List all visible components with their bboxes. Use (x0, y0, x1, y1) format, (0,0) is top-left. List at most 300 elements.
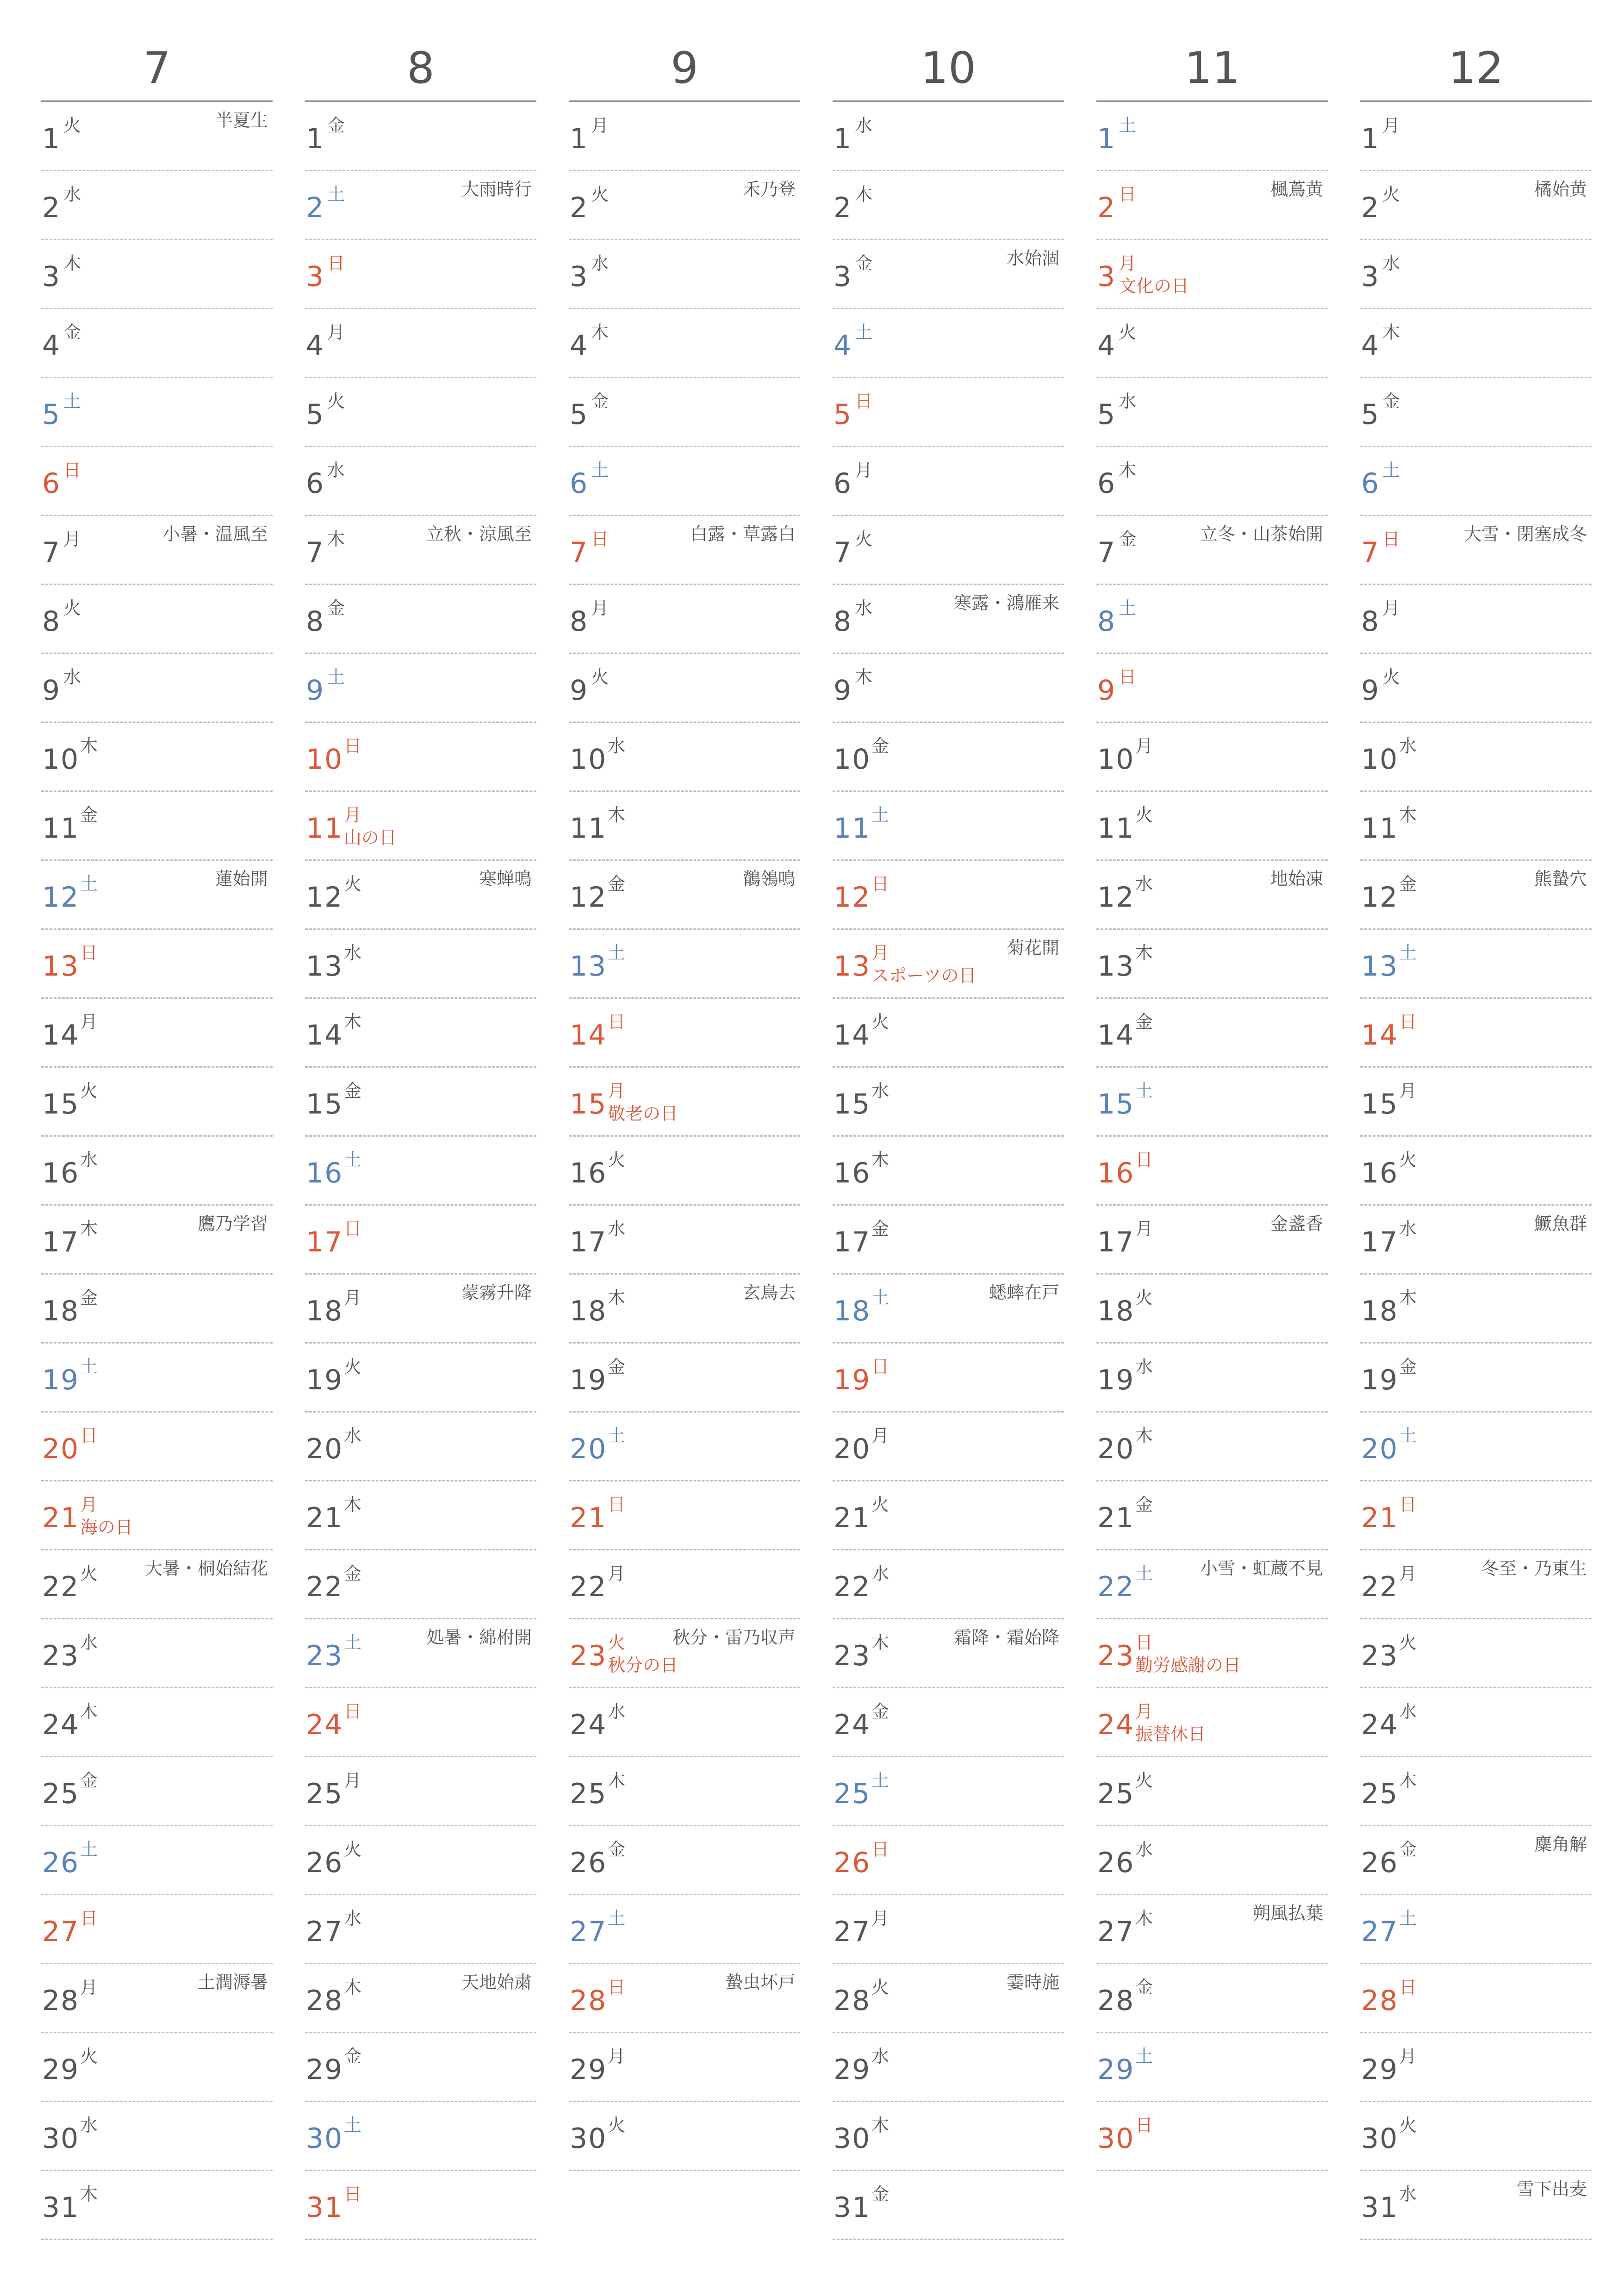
day-row (833, 1412, 1064, 1481)
weekday-label: 日 (344, 1219, 362, 1239)
weekday-label: 木 (344, 1012, 362, 1032)
day-number: 2 (1361, 192, 1380, 224)
holiday-name: スポーツの日 (871, 965, 977, 986)
day-row (569, 723, 800, 792)
day-number: 7 (570, 536, 589, 569)
weekday-label: 月 (1382, 598, 1400, 618)
day-number: 27 (834, 1916, 871, 1948)
day-row (833, 1344, 1064, 1412)
weekday-label: 日 (1399, 1012, 1417, 1032)
day-number: 24 (1097, 1709, 1135, 1741)
weekday-label: 金 (591, 391, 609, 411)
weekday-label: 木 (80, 736, 98, 756)
day-row (569, 171, 800, 240)
weekday-label: 火 (871, 1012, 890, 1032)
day-number: 26 (1361, 1847, 1399, 1879)
month-column (305, 36, 536, 2240)
weekday-label: 水 (1135, 874, 1153, 894)
day-row (569, 447, 800, 516)
day-number: 4 (570, 330, 589, 362)
weekday-label: 月 (855, 460, 873, 480)
day-number: 28 (834, 1985, 871, 2017)
day-row (41, 447, 273, 516)
day-row (833, 723, 1064, 792)
day-number: 27 (570, 1916, 607, 1948)
day-row (41, 1688, 273, 1757)
day-row (305, 1344, 536, 1412)
day-number: 4 (1361, 330, 1380, 362)
day-row (833, 1895, 1064, 1964)
day-row (41, 1481, 273, 1550)
day-number: 8 (42, 605, 61, 638)
day-number: 25 (1097, 1778, 1135, 1810)
weekday-label: 月 (871, 943, 890, 963)
day-row (41, 1137, 273, 1206)
day-number: 25 (1361, 1778, 1399, 1810)
day-row (569, 378, 800, 447)
day-row (305, 102, 536, 171)
day-row (1360, 309, 1592, 378)
day-number: 26 (42, 1847, 80, 1879)
day-number: 26 (834, 1847, 871, 1879)
day-number: 6 (1361, 467, 1380, 500)
weekday-label: 水 (608, 1219, 626, 1239)
day-row (833, 2033, 1064, 2102)
day-number: 3 (306, 261, 325, 293)
weekday-label: 火 (80, 2046, 98, 2066)
seasonal-term: 秋分・雷乃収声 (672, 1627, 796, 1648)
day-number: 23 (834, 1640, 871, 1672)
seasonal-term: 寒蝉鳴 (479, 869, 532, 889)
day-row (1360, 2033, 1592, 2102)
day-number: 28 (306, 1985, 343, 2017)
weekday-label: 土 (1135, 2046, 1153, 2066)
day-row (1360, 102, 1592, 171)
day-row (833, 309, 1064, 378)
day-row (569, 240, 800, 309)
day-row (305, 2033, 536, 2102)
day-number: 21 (1361, 1502, 1399, 1534)
day-row (1096, 1206, 1328, 1275)
day-number: 15 (306, 1088, 343, 1120)
day-row (1096, 1895, 1328, 1964)
day-number: 30 (1097, 2122, 1135, 2155)
day-number: 10 (570, 743, 607, 776)
weekday-label: 金 (1399, 1839, 1417, 1860)
weekday-label: 木 (80, 1701, 98, 1722)
day-number: 5 (42, 398, 61, 431)
weekday-label: 火 (1399, 1632, 1417, 1653)
day-number: 29 (1097, 2053, 1135, 2086)
seasonal-term: 蒙霧升降 (461, 1282, 532, 1303)
day-row (1360, 654, 1592, 723)
day-row (1096, 378, 1328, 447)
day-row (833, 861, 1064, 930)
day-number: 8 (1361, 605, 1380, 638)
day-row (41, 792, 273, 861)
day-row (305, 309, 536, 378)
day-row (41, 1412, 273, 1481)
seasonal-term: 鱖魚群 (1534, 1213, 1587, 1234)
day-row (833, 171, 1064, 240)
day-row (41, 1826, 273, 1895)
day-number: 20 (306, 1433, 343, 1465)
weekday-label: 日 (1119, 667, 1137, 687)
holiday-name: 秋分の日 (608, 1655, 678, 1675)
day-number: 12 (1361, 881, 1399, 914)
weekday-label: 月 (344, 1288, 362, 1308)
weekday-label: 月 (1399, 2046, 1417, 2066)
weekday-label: 火 (1135, 805, 1153, 825)
seasonal-term: 蓮始開 (215, 869, 268, 889)
weekday-label: 木 (855, 667, 873, 687)
weekday-label: 日 (608, 1977, 626, 1997)
weekday-label: 日 (1119, 184, 1137, 205)
weekday-label: 土 (608, 1908, 626, 1929)
day-row (569, 1757, 800, 1826)
day-row (833, 1206, 1064, 1275)
weekday-label: 日 (1135, 1150, 1153, 1170)
holiday-name: 海の日 (80, 1517, 133, 1537)
weekday-label: 日 (1135, 2115, 1153, 2135)
day-row (305, 1619, 536, 1688)
day-row (569, 1206, 800, 1275)
day-number: 28 (570, 1985, 607, 2017)
weekday-label: 金 (344, 1563, 362, 1584)
day-number: 17 (834, 1226, 871, 1258)
day-number: 4 (306, 330, 325, 362)
day-number: 10 (834, 743, 871, 776)
day-row (1096, 516, 1328, 585)
day-row (305, 1068, 536, 1137)
day-number: 20 (42, 1433, 80, 1465)
day-row (1096, 1481, 1328, 1550)
weekday-label: 火 (608, 2115, 626, 2135)
day-number: 18 (1097, 1295, 1135, 1327)
day-row (305, 1826, 536, 1895)
weekday-label: 日 (1399, 1977, 1417, 1997)
weekday-label: 水 (1399, 2184, 1417, 2204)
day-number: 12 (834, 881, 871, 914)
day-number: 6 (834, 467, 852, 500)
day-row (569, 1412, 800, 1481)
day-number: 11 (1097, 812, 1135, 845)
day-row (41, 378, 273, 447)
day-number: 29 (306, 2053, 343, 2086)
day-row (1360, 999, 1592, 1068)
day-row (1096, 723, 1328, 792)
day-row (569, 102, 800, 171)
day-row (833, 999, 1064, 1068)
weekday-label: 木 (1399, 1288, 1417, 1308)
day-row (833, 792, 1064, 861)
holiday-name: 山の日 (344, 828, 397, 848)
weekday-label: 火 (855, 529, 873, 549)
day-number: 6 (1097, 467, 1116, 500)
day-row (305, 1757, 536, 1826)
day-row (305, 654, 536, 723)
seasonal-term: 立秋・涼風至 (426, 524, 532, 544)
day-number: 30 (834, 2122, 871, 2155)
month-column (833, 36, 1064, 2240)
day-number: 28 (1361, 1985, 1399, 2017)
day-number: 30 (306, 2122, 343, 2155)
day-row (305, 1964, 536, 2033)
day-row (305, 447, 536, 516)
weekday-label: 金 (871, 2184, 890, 2204)
weekday-label: 水 (344, 1425, 362, 1446)
day-number: 25 (570, 1778, 607, 1810)
day-row (569, 1137, 800, 1206)
day-row (833, 1688, 1064, 1757)
day-number: 5 (1097, 398, 1116, 431)
day-number: 19 (1361, 1364, 1399, 1396)
day-row (1096, 792, 1328, 861)
day-row (305, 792, 536, 861)
day-row (305, 1481, 536, 1550)
day-number: 29 (42, 2053, 80, 2086)
weekday-label: 水 (591, 253, 609, 274)
weekday-label: 月 (1399, 1563, 1417, 1584)
weekday-label: 火 (344, 1356, 362, 1377)
weekday-label: 木 (1135, 1425, 1153, 1446)
seasonal-term: 大雨時行 (461, 179, 532, 199)
weekday-label: 金 (608, 1839, 626, 1860)
weekday-label: 金 (1135, 1012, 1153, 1032)
weekday-label: 土 (1399, 943, 1417, 963)
day-row (41, 309, 273, 378)
day-number: 16 (306, 1157, 343, 1189)
day-row (569, 930, 800, 999)
month-label: 11 (1096, 36, 1328, 102)
day-row (305, 585, 536, 654)
day-number: 17 (1097, 1226, 1135, 1258)
day-row (1360, 1688, 1592, 1757)
weekday-label: 火 (1382, 184, 1400, 205)
weekday-label: 木 (63, 253, 81, 274)
day-number: 6 (570, 467, 589, 500)
seasonal-term: 半夏生 (215, 110, 268, 131)
day-row (833, 1275, 1064, 1344)
day-number: 18 (306, 1295, 343, 1327)
weekday-label: 土 (1119, 598, 1137, 618)
seasonal-term: 熊蟄穴 (1534, 869, 1587, 889)
weekday-label: 月 (80, 1977, 98, 1997)
day-number: 23 (1097, 1640, 1135, 1672)
weekday-label: 月 (63, 529, 81, 549)
weekday-label: 火 (1382, 667, 1400, 687)
weekday-label: 金 (80, 805, 98, 825)
day-row (41, 1206, 273, 1275)
weekday-label: 水 (80, 2115, 98, 2135)
day-row (305, 240, 536, 309)
day-row (569, 1964, 800, 2033)
day-number: 12 (42, 881, 80, 914)
day-number: 8 (834, 605, 852, 638)
day-number: 20 (570, 1433, 607, 1465)
weekday-label: 土 (63, 391, 81, 411)
day-number: 11 (1361, 812, 1399, 845)
month-column (1360, 36, 1592, 2240)
weekday-label: 火 (608, 1632, 626, 1653)
weekday-label: 月 (1135, 736, 1153, 756)
day-row (305, 1412, 536, 1481)
weekday-label: 月 (1399, 1081, 1417, 1101)
day-number: 26 (1097, 1847, 1135, 1879)
weekday-label: 木 (871, 1150, 890, 1170)
day-row (833, 585, 1064, 654)
day-row (41, 861, 273, 930)
weekday-label: 土 (1382, 460, 1400, 480)
seasonal-term: 処暑・綿柎開 (426, 1627, 532, 1648)
day-number: 31 (42, 2191, 80, 2224)
day-number: 14 (1097, 1019, 1135, 1052)
day-row (1360, 1481, 1592, 1550)
day-row (41, 2102, 273, 2171)
day-number: 15 (1361, 1088, 1399, 1120)
weekday-label: 土 (608, 943, 626, 963)
day-number: 7 (42, 536, 61, 569)
weekday-label: 木 (608, 805, 626, 825)
seasonal-term: 寒露・鴻雁来 (953, 593, 1059, 613)
weekday-label: 土 (855, 322, 873, 342)
weekday-label: 木 (1135, 1908, 1153, 1929)
seasonal-term: 禾乃登 (742, 179, 796, 199)
month-label: 12 (1360, 36, 1592, 102)
weekday-label: 水 (871, 2046, 890, 2066)
day-row (1096, 1068, 1328, 1137)
day-number: 14 (1361, 1019, 1399, 1052)
day-number: 31 (306, 2191, 343, 2224)
weekday-label: 月 (591, 115, 609, 136)
weekday-label: 日 (327, 253, 345, 274)
day-number: 18 (42, 1295, 80, 1327)
weekday-label: 月 (591, 598, 609, 618)
weekday-label: 土 (1399, 1908, 1417, 1929)
weekday-label: 火 (63, 598, 81, 618)
day-number: 16 (1361, 1157, 1399, 1189)
day-row (41, 1068, 273, 1137)
day-number: 8 (1097, 605, 1116, 638)
day-number: 25 (306, 1778, 343, 1810)
day-row (305, 516, 536, 585)
day-row (833, 1826, 1064, 1895)
weekday-label: 火 (1119, 322, 1137, 342)
day-number: 17 (42, 1226, 80, 1258)
day-number: 24 (306, 1709, 343, 1741)
seasonal-term: 天地始粛 (461, 1972, 532, 1992)
weekday-label: 土 (1135, 1563, 1153, 1584)
day-number: 17 (570, 1226, 607, 1258)
day-number: 10 (42, 743, 80, 776)
day-number: 19 (1097, 1364, 1135, 1396)
day-number: 13 (42, 950, 80, 983)
day-number: 2 (570, 192, 589, 224)
weekday-label: 土 (608, 1425, 626, 1446)
weekday-label: 水 (608, 1701, 626, 1722)
day-row (833, 930, 1064, 999)
day-number: 31 (1361, 2191, 1399, 2224)
seasonal-term: 霎時施 (1006, 1972, 1059, 1992)
weekday-label: 金 (327, 598, 345, 618)
seasonal-term: 蟄虫坏戸 (725, 1972, 796, 1992)
day-row (1360, 171, 1592, 240)
day-row (1360, 378, 1592, 447)
seasonal-term: 霜降・霜始降 (953, 1627, 1059, 1648)
seasonal-term: 土潤溽暑 (197, 1972, 268, 1992)
seasonal-term: 鷹乃学習 (197, 1213, 268, 1234)
weekday-label: 月 (327, 322, 345, 342)
day-row (569, 2102, 800, 2171)
weekday-label: 水 (80, 1632, 98, 1653)
day-row (1096, 1412, 1328, 1481)
day-number: 14 (570, 1019, 607, 1052)
month-label: 7 (41, 36, 273, 102)
day-number: 24 (42, 1709, 80, 1741)
day-number: 29 (570, 2053, 607, 2086)
day-row (305, 930, 536, 999)
weekday-label: 木 (871, 2115, 890, 2135)
weekday-label: 土 (344, 2115, 362, 2135)
month-column (1096, 36, 1328, 2240)
day-number: 3 (1097, 261, 1116, 293)
day-number: 26 (570, 1847, 607, 1879)
day-row (1360, 1412, 1592, 1481)
day-number: 19 (570, 1364, 607, 1396)
day-row (569, 861, 800, 930)
day-row (305, 1275, 536, 1344)
day-number: 13 (1097, 950, 1135, 983)
weekday-label: 水 (80, 1150, 98, 1170)
day-row (1360, 2102, 1592, 2171)
day-number: 14 (834, 1019, 871, 1052)
day-number: 11 (306, 812, 343, 845)
weekday-label: 月 (1135, 1701, 1153, 1722)
day-row (1360, 792, 1592, 861)
day-row (1360, 2171, 1592, 2240)
day-row (1360, 1826, 1592, 1895)
day-number: 30 (42, 2122, 80, 2155)
day-number: 11 (42, 812, 80, 845)
weekday-label: 木 (855, 184, 873, 205)
weekday-label: 日 (344, 736, 362, 756)
day-number: 11 (834, 812, 871, 845)
day-number: 15 (42, 1088, 80, 1120)
day-number: 7 (1361, 536, 1380, 569)
day-row (833, 1137, 1064, 1206)
weekday-label: 水 (1135, 1356, 1153, 1377)
day-row (305, 1206, 536, 1275)
day-number: 28 (1097, 1985, 1135, 2017)
weekday-label: 金 (327, 115, 345, 136)
weekday-label: 金 (871, 736, 890, 756)
day-number: 3 (570, 261, 589, 293)
day-number: 21 (42, 1502, 80, 1534)
weekday-label: 水 (1135, 1839, 1153, 1860)
weekday-label: 土 (871, 805, 890, 825)
day-row (305, 1550, 536, 1619)
day-number: 8 (570, 605, 589, 638)
day-number: 9 (1097, 674, 1116, 707)
weekday-label: 土 (344, 1150, 362, 1170)
month-column (41, 36, 273, 2240)
day-number: 29 (1361, 2053, 1399, 2086)
seasonal-term: 鶺鴒鳴 (742, 869, 796, 889)
day-number: 5 (306, 398, 325, 431)
day-row (569, 1895, 800, 1964)
day-number: 27 (1361, 1916, 1399, 1948)
day-row (41, 723, 273, 792)
